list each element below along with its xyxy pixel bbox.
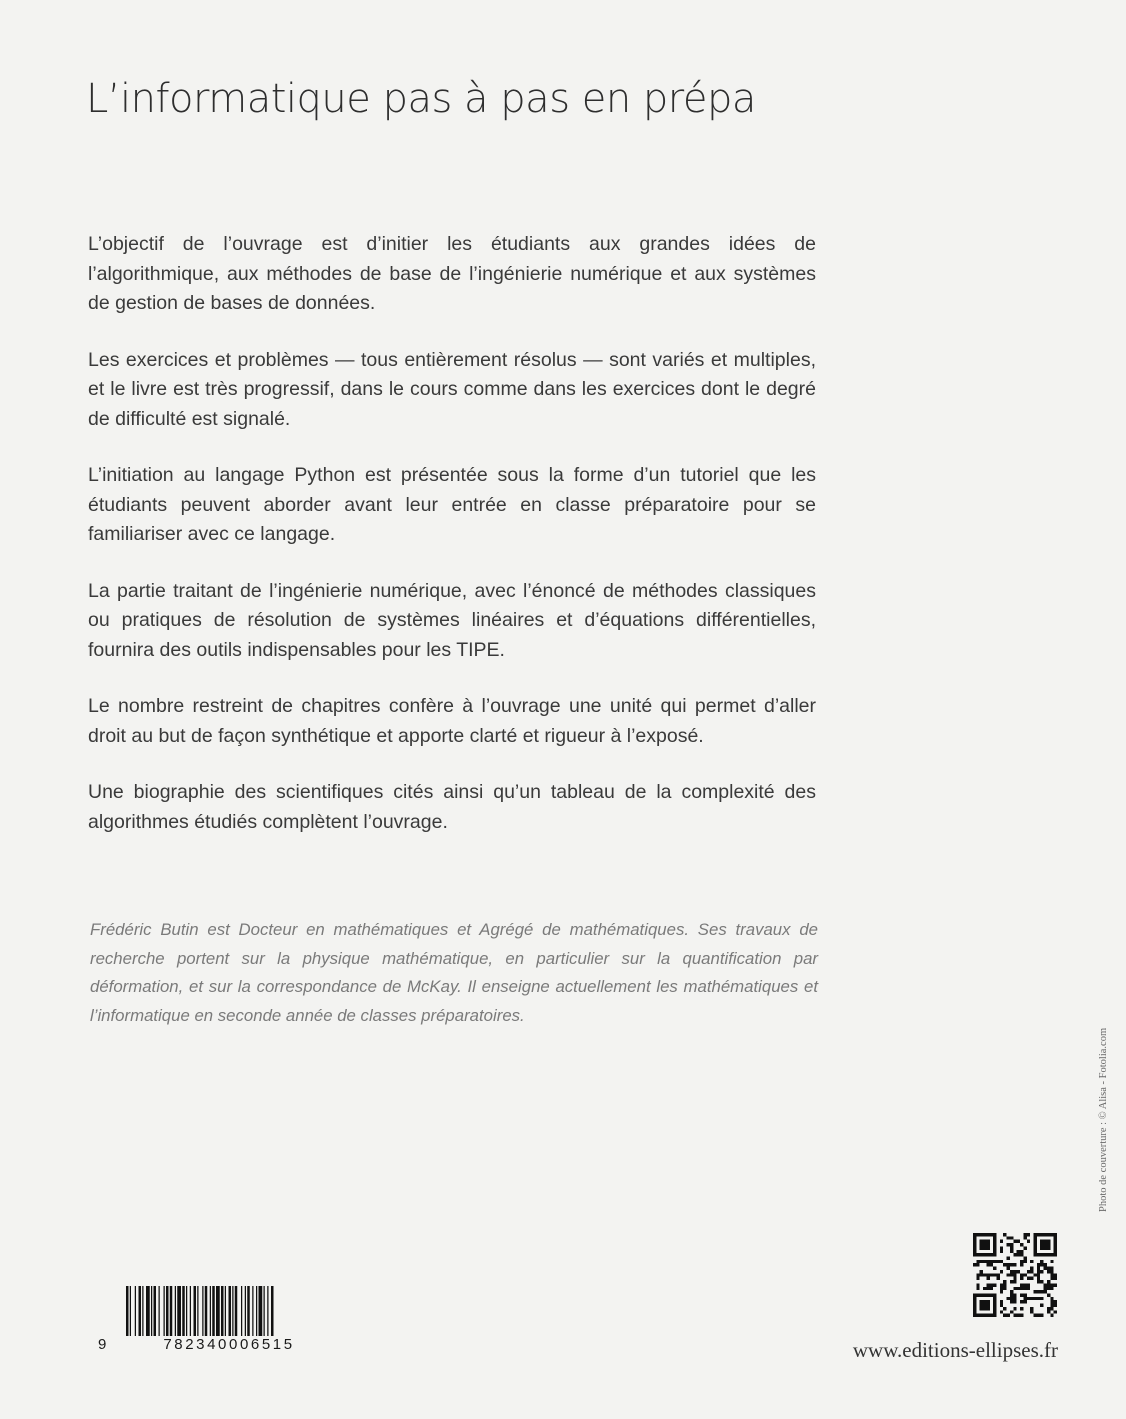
- qr-code-icon: [973, 1233, 1057, 1317]
- description-paragraph: L’objectif de l’ouvrage est d’initier les étudiants aux grandes idées de l’algorithmique, aux méthodes de base de l’ingénierie numérique et aux systèmes de gestion de bases de données.: [88, 233, 816, 314]
- description-paragraph: L’initiation au langage Python est présentée sous la forme d’un tutoriel que les étudiants peuvent aborder avant leur entrée en classe préparatoire pour se familiariser avec ce langage.: [88, 464, 816, 545]
- description-paragraph: La partie traitant de l’ingénierie numérique, avec l’énoncé de méthodes classiques ou pratiques de résolution de systèmes linéaires et d’équations différentielles, fournira des outils indispensables pour les TIPE.: [88, 579, 816, 661]
- barcode-lead-digit: 9: [98, 1336, 107, 1353]
- photo-credit: Photo de couverture : © Alisa - Fotolia.com: [1098, 1027, 1109, 1212]
- publisher-website: www.editions-ellipses.fr: [852, 1338, 1058, 1362]
- book-title: L’informatique pas à pas en prépa: [86, 76, 756, 122]
- description: [88, 230, 816, 864]
- description-paragraph: Une biographie des scientifiques cités ainsi qu’un tableau de la complexité des algorithmes étudiés complètent l’ouvrage.: [88, 781, 816, 833]
- barcode-digits: 782340006515: [126, 1336, 332, 1353]
- description-paragraph: Les exercices et problèmes — tous entièrement résolus — sont variés et multiples, et le livre est très progressif, dans le cours comme dans les exercices dont le degré de difficulté est signalé.: [88, 348, 816, 430]
- description-paragraph: Le nombre restreint de chapitres confère à l’ouvrage une unité qui permet d’aller droit au but de façon synthétique et apporte clarté et rigueur à l’exposé.: [88, 695, 816, 747]
- author-bio: Frédéric Butin est Docteur en mathématiques et Agrégé de mathématiques. Ses travaux de recherche portent sur la physique mathématique, en particulier sur la quantification par déformation, et sur la correspondance de McKay. Il enseigne actuellement les mathématiques et l’informatique en seconde année de classes préparatoires.: [90, 920, 818, 1025]
